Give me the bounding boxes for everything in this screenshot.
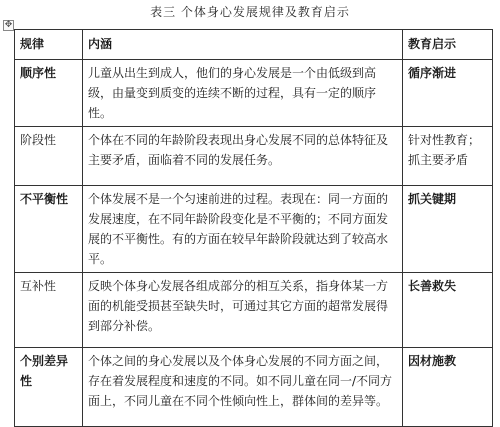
table-header-row	[15, 30, 493, 60]
education-cell: 针对性教育；抓主要矛盾	[403, 127, 493, 186]
content-cell: 个体之间的身心发展以及个体身心发展的不同方面之间，存在着发展程度和速度的不同。如不同儿童在同一/不同方面上，不同儿童在不同个性倾向性上，群体间的差异等。	[83, 348, 403, 427]
education-cell: 循序渐进	[403, 60, 493, 127]
rule-cell: 个别差异性	[15, 348, 83, 427]
header-rule: 规律	[15, 30, 83, 60]
rule-cell: 互补性	[15, 273, 83, 348]
content-cell: 个体在不同的年龄阶段表现出身心发展不同的总体特征及主要矛盾，面临着不同的发展任务。	[83, 127, 403, 186]
rule-cell: 不平衡性	[15, 186, 83, 273]
education-cell: 抓关键期	[403, 186, 493, 273]
development-rules-table	[14, 29, 493, 427]
table-row	[15, 60, 493, 127]
table-row	[15, 186, 493, 273]
content-cell: 反映个体身心发展各组成部分的相互关系，指身体某一方面的机能受损甚至缺失时，可通过其它方面的超常发展得到部分补偿。	[83, 273, 403, 348]
rule-cell: 顺序性	[15, 60, 83, 127]
header-content: 内涵	[83, 30, 403, 60]
education-cell: 长善救失	[403, 273, 493, 348]
table-caption: 表三 个体身心发展规律及教育启示	[150, 5, 350, 19]
content-cell: 个体发展不是一个匀速前进的过程。表现在：同一方面的发展速度，在不同年龄阶段变化是不平衡的；不同方面发展的不平衡性。有的方面在较早年龄阶段就达到了较高水平。	[83, 186, 403, 273]
table-row	[15, 273, 493, 348]
header-education: 教育启示	[403, 30, 493, 60]
education-cell: 因材施教	[403, 348, 493, 427]
table-move-handle-icon[interactable]: ✥	[4, 20, 13, 30]
rule-cell: 阶段性	[15, 127, 83, 186]
content-cell: 儿童从出生到成人，他们的身心发展是一个由低级到高级，由量变到质变的连续不断的过程，具有一定的顺序性。	[83, 60, 403, 127]
table-row	[15, 127, 493, 186]
